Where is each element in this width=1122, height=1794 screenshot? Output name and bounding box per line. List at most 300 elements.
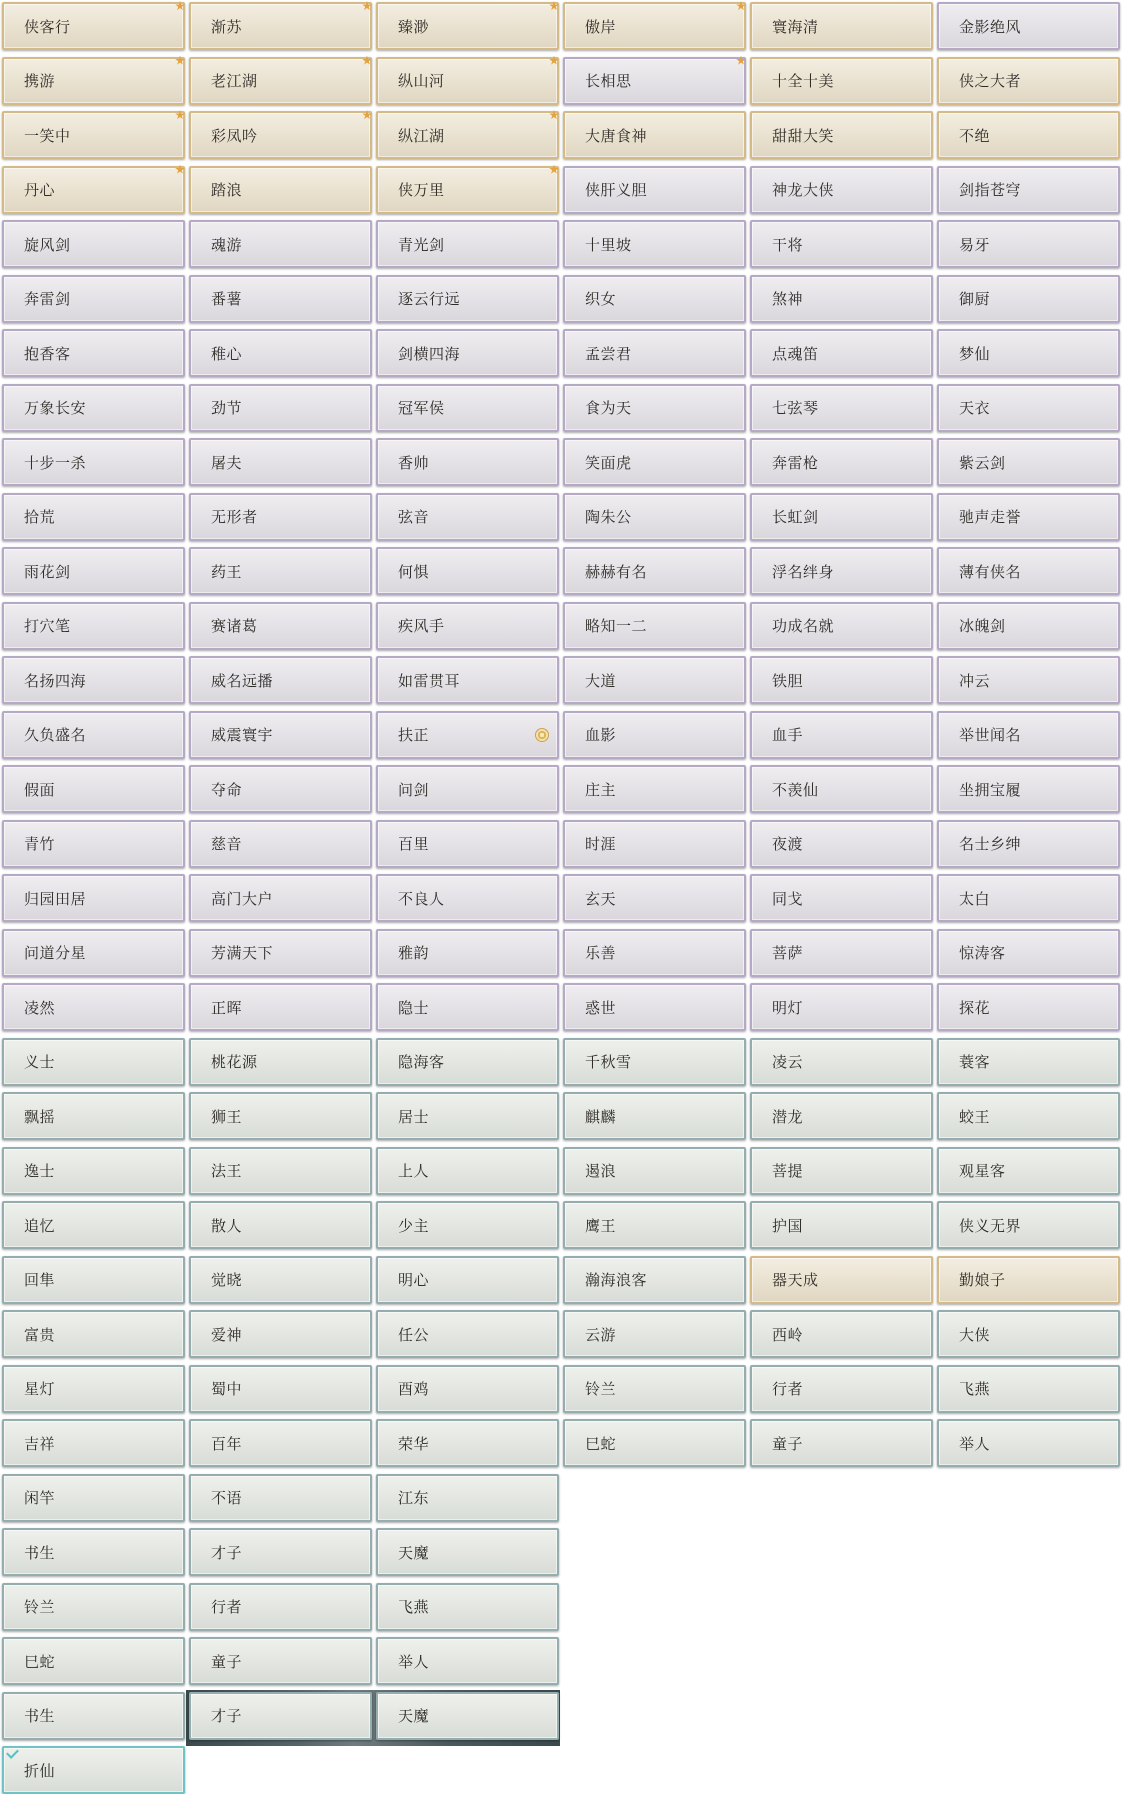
title-tile[interactable] (563, 493, 746, 541)
title-tile[interactable] (750, 983, 933, 1031)
title-label: 蓑客 (959, 1053, 991, 1071)
title-tile[interactable] (563, 2, 746, 50)
title-tile[interactable] (189, 275, 372, 323)
title-tile[interactable] (376, 57, 559, 105)
title-label: 坐拥宝履 (959, 780, 1022, 799)
title-tile[interactable] (2, 547, 185, 595)
title-tile[interactable] (937, 1365, 1120, 1413)
title-tile[interactable] (376, 1201, 559, 1249)
title-tile[interactable] (376, 2, 559, 50)
title-tile[interactable] (750, 1201, 933, 1249)
title-label: 抱香客 (24, 344, 71, 363)
title-tile[interactable] (937, 2, 1120, 50)
title-tile[interactable] (563, 1201, 746, 1249)
title-label: 侠之大者 (959, 72, 1022, 90)
title-tile[interactable] (937, 1147, 1120, 1195)
title-label: 逐云行远 (398, 290, 461, 308)
title-tile[interactable] (189, 1147, 372, 1195)
title-label: 乐善 (585, 944, 617, 962)
title-tile[interactable] (189, 1419, 372, 1467)
title-label: 屠夫 (211, 453, 243, 472)
title-tile[interactable] (750, 329, 933, 377)
title-tile[interactable] (2, 1256, 185, 1304)
title-tile[interactable] (937, 57, 1120, 105)
title-tile[interactable] (2, 1201, 185, 1249)
star-icon (549, 110, 559, 120)
title-tile[interactable] (937, 1419, 1120, 1467)
title-tile[interactable] (750, 2, 933, 50)
title-tile[interactable] (937, 547, 1120, 595)
title-tile[interactable] (750, 874, 933, 922)
title-label: 惑世 (585, 998, 617, 1017)
title-tile[interactable] (376, 166, 559, 214)
title-label: 书生 (24, 1543, 56, 1562)
title-tile[interactable] (376, 765, 559, 813)
star-icon (175, 110, 185, 120)
title-label: 才子 (211, 1543, 243, 1562)
title-tile[interactable] (750, 1038, 933, 1086)
title-tile[interactable] (563, 275, 746, 323)
title-tile[interactable] (750, 1256, 933, 1304)
title-label: 假面 (24, 780, 56, 799)
title-label: 巳蛇 (585, 1434, 617, 1453)
title-tile[interactable] (189, 1256, 372, 1304)
title-tile[interactable] (937, 384, 1120, 432)
title-label: 名士乡绅 (959, 835, 1022, 853)
title-tile[interactable] (563, 874, 746, 922)
title-tile[interactable] (563, 765, 746, 813)
title-tile[interactable] (189, 602, 372, 650)
title-label: 御厨 (959, 290, 991, 308)
title-tile[interactable] (189, 1201, 372, 1249)
title-tile[interactable] (2, 275, 185, 323)
title-label: 菩萨 (772, 944, 804, 962)
title-tile[interactable] (189, 438, 372, 486)
title-label: 拾荒 (24, 508, 56, 526)
title-label: 十里坡 (585, 235, 632, 254)
title-label: 天魔 (398, 1543, 430, 1562)
title-tile[interactable] (937, 929, 1120, 977)
title-label: 奔雷剑 (24, 290, 71, 308)
title-label: 打穴笔 (24, 617, 71, 635)
title-tile[interactable] (189, 57, 372, 105)
title-tile[interactable] (750, 57, 933, 105)
title-label: 蜀中 (211, 1380, 243, 1398)
title-label: 威震寰宇 (211, 726, 274, 744)
title-tile[interactable] (750, 547, 933, 595)
title-tile[interactable] (750, 111, 933, 159)
title-tile[interactable] (376, 1583, 559, 1631)
swirl-emblem-icon (535, 728, 549, 742)
star-icon (362, 110, 372, 120)
title-label: 青竹 (24, 835, 56, 853)
title-tile[interactable] (2, 111, 185, 159)
title-label: 功成名就 (772, 617, 835, 635)
title-tile[interactable] (2, 1583, 185, 1631)
title-label: 菩提 (772, 1162, 804, 1180)
title-tile[interactable] (750, 166, 933, 214)
title-tile[interactable] (376, 1256, 559, 1304)
title-tile[interactable] (189, 1583, 372, 1631)
title-tile[interactable] (937, 275, 1120, 323)
title-tile[interactable] (2, 1038, 185, 1086)
title-label: 百里 (398, 835, 430, 853)
title-tile[interactable] (563, 57, 746, 105)
title-tile[interactable] (376, 874, 559, 922)
title-label: 弦音 (398, 508, 430, 526)
title-tile[interactable] (376, 1310, 559, 1358)
title-label: 高门大户 (211, 889, 274, 908)
title-tile[interactable] (189, 983, 372, 1031)
title-tile[interactable] (2, 1692, 185, 1740)
title-label: 驰声走誉 (959, 508, 1022, 526)
title-label: 才子 (211, 1707, 243, 1725)
title-label: 举人 (959, 1434, 991, 1453)
title-tile[interactable] (2, 1092, 185, 1140)
title-label: 观星客 (959, 1162, 1006, 1180)
title-label: 问剑 (398, 780, 430, 799)
title-tile[interactable] (937, 1038, 1120, 1086)
title-tile[interactable] (2, 874, 185, 922)
title-tile[interactable] (563, 656, 746, 704)
title-tile[interactable] (937, 1092, 1120, 1140)
title-label: 冲云 (959, 671, 991, 690)
title-label: 魂游 (211, 235, 243, 254)
title-label: 吉祥 (24, 1434, 56, 1453)
title-tile[interactable] (376, 983, 559, 1031)
star-icon (549, 1, 559, 11)
title-tile[interactable] (189, 220, 372, 268)
title-tile[interactable] (2, 1419, 185, 1467)
title-tile[interactable] (2, 2, 185, 50)
title-tile[interactable] (563, 384, 746, 432)
title-tile[interactable] (376, 1528, 559, 1576)
title-label: 如雷贯耳 (398, 671, 461, 690)
title-tile[interactable] (563, 1147, 746, 1195)
title-tile[interactable] (937, 493, 1120, 541)
title-tile[interactable] (750, 820, 933, 868)
title-tile[interactable] (563, 1092, 746, 1140)
title-label: 同戈 (772, 889, 804, 908)
title-tile[interactable] (189, 1365, 372, 1413)
title-label: 正晖 (211, 998, 243, 1017)
title-label: 长相思 (585, 72, 632, 90)
title-label: 何惧 (398, 562, 430, 581)
title-label: 行者 (772, 1380, 804, 1398)
title-tile[interactable] (2, 1310, 185, 1358)
title-tile[interactable] (937, 1201, 1120, 1249)
title-tile[interactable] (563, 602, 746, 650)
title-tile[interactable] (563, 1256, 746, 1304)
title-label: 勤娘子 (959, 1271, 1006, 1289)
title-label: 渐苏 (211, 17, 243, 36)
title-label: 狮王 (211, 1107, 243, 1126)
title-tile[interactable] (2, 1746, 185, 1794)
title-label: 铃兰 (585, 1380, 617, 1398)
title-tile[interactable] (563, 547, 746, 595)
title-label: 老江湖 (211, 72, 258, 90)
title-tile[interactable] (376, 1147, 559, 1195)
title-label: 冠军侯 (398, 399, 445, 417)
title-label: 书生 (24, 1707, 56, 1725)
title-tile[interactable] (937, 220, 1120, 268)
title-label: 神龙大侠 (772, 181, 835, 199)
title-label: 铃兰 (24, 1598, 56, 1616)
title-tile[interactable] (2, 929, 185, 977)
title-tile[interactable] (750, 929, 933, 977)
title-tile[interactable] (563, 166, 746, 214)
title-tile[interactable] (937, 111, 1120, 159)
title-tile[interactable] (376, 384, 559, 432)
title-tile[interactable] (376, 711, 559, 759)
title-tile[interactable] (750, 438, 933, 486)
title-tile[interactable] (376, 1692, 559, 1740)
title-tile[interactable] (750, 384, 933, 432)
title-tile[interactable] (2, 711, 185, 759)
title-tile[interactable] (376, 220, 559, 268)
title-label: 护国 (772, 1216, 804, 1235)
title-tile[interactable] (937, 656, 1120, 704)
title-label: 童子 (211, 1652, 243, 1671)
title-tile[interactable] (189, 166, 372, 214)
title-tile[interactable] (563, 820, 746, 868)
title-label: 大侠 (959, 1325, 991, 1344)
title-tile[interactable] (189, 1038, 372, 1086)
title-tile[interactable] (189, 874, 372, 922)
title-tile[interactable] (563, 111, 746, 159)
title-label: 酉鸡 (398, 1380, 430, 1398)
title-label: 傲岸 (585, 17, 617, 36)
title-tile[interactable] (2, 57, 185, 105)
title-label: 隐士 (398, 998, 430, 1017)
title-label: 名扬四海 (24, 671, 87, 690)
title-tile[interactable] (376, 493, 559, 541)
title-tile[interactable] (750, 1419, 933, 1467)
title-label: 回隼 (24, 1271, 56, 1289)
title-label: 香帅 (398, 453, 430, 472)
title-label: 孟尝君 (585, 344, 632, 363)
title-label: 冰魄剑 (959, 617, 1006, 635)
title-label: 明心 (398, 1271, 430, 1289)
title-tile[interactable] (376, 1365, 559, 1413)
title-label: 金影绝风 (959, 17, 1022, 36)
star-icon (175, 165, 185, 175)
title-tile[interactable] (376, 656, 559, 704)
title-label: 追忆 (24, 1216, 56, 1235)
title-tile[interactable] (937, 329, 1120, 377)
title-label: 蛟王 (959, 1107, 991, 1126)
title-label: 桃花源 (211, 1053, 258, 1071)
title-label: 惊涛客 (959, 944, 1006, 962)
title-tile[interactable] (563, 1419, 746, 1467)
title-label: 飞燕 (959, 1380, 991, 1398)
title-tile[interactable] (2, 1147, 185, 1195)
title-label: 彩凤吟 (211, 126, 258, 145)
title-tile[interactable] (563, 1038, 746, 1086)
title-tile[interactable] (750, 1092, 933, 1140)
title-tile[interactable] (937, 1310, 1120, 1358)
title-tile[interactable] (376, 1092, 559, 1140)
title-tile[interactable] (937, 874, 1120, 922)
title-tile[interactable] (376, 1419, 559, 1467)
title-label: 疾风手 (398, 617, 445, 635)
title-tile[interactable] (750, 1147, 933, 1195)
star-icon (175, 1, 185, 11)
title-tile[interactable] (189, 547, 372, 595)
title-label: 太白 (959, 889, 991, 908)
title-tile[interactable] (750, 765, 933, 813)
title-tile[interactable] (2, 384, 185, 432)
title-tile[interactable] (750, 602, 933, 650)
title-tile[interactable] (376, 1474, 559, 1522)
title-tile[interactable] (189, 2, 372, 50)
title-label: 瀚海浪客 (585, 1271, 648, 1289)
title-label: 飞燕 (398, 1598, 430, 1616)
title-tile[interactable] (189, 1692, 372, 1740)
title-tile[interactable] (750, 1310, 933, 1358)
title-label: 浮名绊身 (772, 562, 835, 581)
title-tile[interactable] (2, 493, 185, 541)
title-label: 药王 (211, 562, 243, 581)
title-tile[interactable] (563, 983, 746, 1031)
title-label: 江东 (398, 1489, 430, 1507)
title-tile[interactable] (937, 983, 1120, 1031)
title-tile[interactable] (376, 275, 559, 323)
title-tile[interactable] (563, 220, 746, 268)
title-tile[interactable] (937, 820, 1120, 868)
title-label: 任公 (398, 1325, 430, 1344)
title-tile[interactable] (376, 1038, 559, 1086)
title-label: 时涯 (585, 835, 617, 853)
title-tile[interactable] (376, 1637, 559, 1685)
title-label: 大唐食神 (585, 126, 648, 145)
title-label: 云游 (585, 1325, 617, 1344)
title-tile[interactable] (189, 820, 372, 868)
title-tile[interactable] (2, 1528, 185, 1576)
title-tile[interactable] (937, 1256, 1120, 1304)
title-label: 奔雷枪 (772, 453, 819, 472)
title-tile[interactable] (189, 656, 372, 704)
title-label: 煞神 (772, 290, 804, 308)
title-tile[interactable] (937, 602, 1120, 650)
title-tile[interactable] (563, 929, 746, 977)
title-tile[interactable] (563, 1310, 746, 1358)
title-tile[interactable] (2, 656, 185, 704)
title-label: 折仙 (24, 1761, 56, 1780)
title-tile[interactable] (189, 711, 372, 759)
title-tile[interactable] (563, 329, 746, 377)
title-tile[interactable] (189, 384, 372, 432)
title-tile[interactable] (2, 1474, 185, 1522)
title-tile[interactable] (2, 820, 185, 868)
title-label: 天魔 (398, 1707, 430, 1725)
title-tile[interactable] (2, 1637, 185, 1685)
title-label: 星灯 (24, 1380, 56, 1398)
title-tile[interactable] (937, 765, 1120, 813)
title-tile[interactable] (189, 329, 372, 377)
title-tile[interactable] (376, 329, 559, 377)
title-label: 铁胆 (772, 671, 804, 690)
star-icon (362, 1, 372, 11)
title-label: 纵山河 (398, 72, 445, 90)
title-label: 赫赫有名 (585, 562, 648, 581)
title-label: 纵江湖 (398, 126, 445, 145)
title-label: 慈音 (211, 835, 243, 853)
title-tile[interactable] (750, 1365, 933, 1413)
title-label: 凌云 (772, 1053, 804, 1071)
title-tile[interactable] (937, 166, 1120, 214)
title-tile[interactable] (189, 1092, 372, 1140)
title-tile[interactable] (750, 656, 933, 704)
title-tile[interactable] (189, 1528, 372, 1576)
title-label: 易牙 (959, 235, 991, 254)
title-label: 不良人 (398, 889, 445, 908)
title-tile[interactable] (189, 1310, 372, 1358)
title-tile[interactable] (563, 438, 746, 486)
title-tile[interactable] (189, 765, 372, 813)
title-label: 万象长安 (24, 399, 87, 417)
title-tile[interactable] (2, 1365, 185, 1413)
title-label: 食为天 (585, 399, 632, 417)
title-tile[interactable] (189, 1474, 372, 1522)
title-tile[interactable] (2, 765, 185, 813)
title-tile[interactable] (189, 111, 372, 159)
title-tile[interactable] (189, 929, 372, 977)
title-label: 血影 (585, 726, 617, 744)
title-tile[interactable] (750, 493, 933, 541)
title-tile[interactable] (2, 166, 185, 214)
title-tile[interactable] (2, 983, 185, 1031)
title-tile[interactable] (937, 438, 1120, 486)
title-tile[interactable] (376, 111, 559, 159)
title-tile[interactable] (189, 493, 372, 541)
title-tile[interactable] (376, 547, 559, 595)
title-tile[interactable] (376, 929, 559, 977)
title-tile[interactable] (750, 275, 933, 323)
title-tile[interactable] (376, 602, 559, 650)
title-label: 丹心 (24, 181, 56, 199)
title-tile[interactable] (563, 711, 746, 759)
title-label: 不绝 (959, 126, 991, 145)
title-label: 荣华 (398, 1434, 430, 1453)
title-label: 西岭 (772, 1325, 804, 1344)
title-tile[interactable] (2, 438, 185, 486)
title-tile[interactable] (750, 220, 933, 268)
title-label: 探花 (959, 998, 991, 1017)
title-label: 稚心 (211, 344, 243, 363)
title-tile[interactable] (750, 711, 933, 759)
title-tile[interactable] (376, 438, 559, 486)
title-tile[interactable] (2, 220, 185, 268)
title-label: 七弦琴 (772, 399, 819, 417)
title-label: 少主 (398, 1216, 430, 1235)
title-tile[interactable] (2, 329, 185, 377)
title-label: 不语 (211, 1489, 243, 1507)
title-tile[interactable] (189, 1637, 372, 1685)
title-label: 侠客行 (24, 17, 71, 36)
title-label: 潜龙 (772, 1107, 804, 1126)
title-tile[interactable] (563, 1365, 746, 1413)
title-label: 凌然 (24, 998, 56, 1017)
title-label: 陶朱公 (585, 508, 632, 526)
title-label: 剑指苍穹 (959, 181, 1022, 199)
title-tile[interactable] (937, 711, 1120, 759)
title-tile[interactable] (2, 602, 185, 650)
title-label: 织女 (585, 290, 617, 308)
star-icon (549, 56, 559, 66)
title-tile[interactable] (376, 820, 559, 868)
title-label: 十全十美 (772, 72, 835, 90)
